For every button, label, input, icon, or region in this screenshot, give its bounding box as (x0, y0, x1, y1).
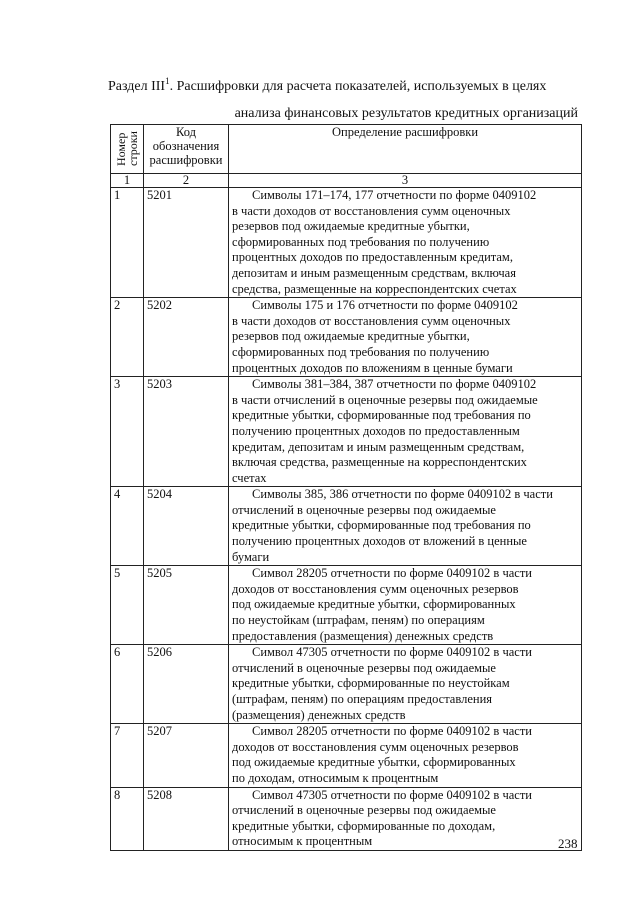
definition-line: бумаги (232, 549, 270, 564)
table-row (111, 724, 582, 787)
heading-line-2: анализа финансовых результатов кредитных организаций (234, 106, 578, 121)
definition-line: доходов от восстановления сумм оценочных резервов (232, 581, 519, 596)
definition-lead-line (232, 487, 578, 503)
definition-line: получению процентных доходов по предоставленным (232, 423, 520, 438)
definition-line: (штрафам, пеням) по операциям предоставления (232, 692, 493, 706)
table-row (111, 566, 582, 645)
definition-line: получению процентных доходов от вложений в ценные (232, 534, 527, 549)
definition-cell (229, 188, 582, 298)
table-row (111, 188, 582, 298)
definition-line: кредитные убытки, сформированные по доходам, (232, 818, 496, 833)
definition-line: в части доходов от восстановления сумм оценочных (232, 203, 511, 218)
table-row (111, 645, 582, 724)
definition-line: отчислений в оценочные резервы под ожидаемые (232, 660, 496, 675)
header-row-number-label: Номер строки (114, 131, 140, 167)
row-number-cell: 2 (111, 298, 144, 377)
definition-line: резервов под ожидаемые кредитные убытки, (232, 329, 470, 344)
definition-line: по неустойкам (штрафам, пеням) по операциям (232, 613, 485, 628)
code-cell: 5201 (144, 188, 229, 298)
code-cell: 5202 (144, 298, 229, 377)
definition-line: отчислений в оценочные резервы под ожидаемые (232, 502, 496, 517)
definition-line: доходов от восстановления сумм оценочных резервов (232, 739, 519, 754)
column-index-2: 2 (144, 174, 229, 188)
row-number-cell: 7 (111, 724, 144, 787)
definition-lead-line (232, 788, 578, 804)
header-code: Код обозначения расшифровки (144, 125, 229, 174)
row-number-cell: 5 (111, 566, 144, 645)
code-cell: 5207 (144, 724, 229, 787)
definition-line: по доходам, относимым к процентным (232, 770, 439, 785)
table-row (111, 487, 582, 566)
definition-line: предоставления (размещения) денежных средств (232, 628, 494, 643)
definition-cell (229, 377, 582, 487)
definition-line: сформированных под требования по получению (232, 344, 490, 359)
code-cell: 5204 (144, 487, 229, 566)
definition-lead-text: Символы 381–384, 387 отчетности по форме 0409102 (252, 377, 537, 392)
column-index-3: 3 (229, 174, 582, 188)
definition-line: депозитам и иным размещенным средствам, включая (232, 265, 516, 280)
definition-lead-line (232, 377, 578, 393)
definition-cell (229, 487, 582, 566)
row-number-cell: 6 (111, 645, 144, 724)
definition-line: отчислений в оценочные резервы под ожидаемые (232, 803, 496, 818)
definition-cell (229, 566, 582, 645)
table-row (111, 298, 582, 377)
row-number-cell: 4 (111, 487, 144, 566)
definition-line: кредитные убытки, сформированные по неустойкам (232, 676, 510, 691)
definition-lead-text: Символ 28205 отчетности по форме 0409102 в части (252, 566, 532, 581)
heading-line-1-text: . Расшифровки для расчета показателей, используемых в целях (169, 79, 547, 94)
definition-line: процентных доходов по предоставленным кредитам, (232, 250, 513, 265)
heading-line-1 (108, 76, 578, 97)
definition-lead-text: Символы 175 и 176 отчетности по форме 0409102 (252, 298, 518, 313)
section-heading (108, 76, 578, 124)
definition-line: относимым к процентным (232, 834, 373, 849)
definition-line: (размещения) денежных средств (232, 707, 406, 722)
code-cell: 5205 (144, 566, 229, 645)
definition-lead-text: Символы 171–174, 177 отчетности по форме 0409102 (252, 188, 537, 202)
definition-lead-text: Символ 28205 отчетности по форме 0409102 в части (252, 724, 532, 739)
definition-line: процентных доходов по вложениям в ценные бумаги (232, 360, 513, 375)
code-cell: 5206 (144, 645, 229, 724)
header-definition: Определение расшифровки (229, 125, 582, 174)
definition-line: кредитные убытки, сформированные под требования по (232, 408, 531, 423)
definition-lead-text: Символ 47305 отчетности по форме 0409102 в части (252, 787, 532, 802)
definition-cell (229, 724, 582, 787)
definition-line: под ожидаемые кредитные убытки, сформированных (232, 755, 516, 770)
definition-lead-text: Символы 385, 386 отчетности по форме 0409102 в части (252, 487, 553, 502)
table-row (111, 787, 582, 850)
table-row (111, 377, 582, 487)
code-cell: 5203 (144, 377, 229, 487)
definition-line: счетах (232, 470, 267, 485)
definition-line: резервов под ожидаемые кредитные убытки, (232, 219, 470, 234)
definition-line: включая средства, размещенные на корреспондентских (232, 455, 527, 470)
definition-cell (229, 787, 582, 850)
row-number-cell: 1 (111, 188, 144, 298)
definition-line: средства, размещенные на корреспондентских счетах (232, 281, 517, 296)
row-number-cell: 8 (111, 787, 144, 850)
definition-lead-text: Символ 47305 отчетности по форме 0409102 в части (252, 645, 532, 660)
table-body (111, 188, 582, 851)
definition-cell (229, 298, 582, 377)
section-footnote-mark: 1 (165, 76, 170, 86)
definition-line: кредитам, депозитам и иным размещенным средствам, (232, 439, 525, 454)
column-index-1: 1 (111, 174, 144, 188)
column-index-row (111, 174, 582, 188)
definition-lead-line (232, 566, 578, 582)
definition-line: в части доходов от восстановления сумм оценочных (232, 313, 511, 328)
header-row-number (111, 125, 144, 174)
definition-line: под ожидаемые кредитные убытки, сформированных (232, 597, 516, 612)
decryption-table (110, 124, 582, 851)
definition-line: в части отчислений в оценочные резервы под ожидаемые (232, 392, 538, 407)
code-cell: 5208 (144, 787, 229, 850)
definition-lead-line (232, 298, 578, 314)
definition-lead-line (232, 724, 578, 740)
page-number: 238 (558, 836, 578, 851)
section-prefix: Раздел III (108, 79, 166, 94)
definition-line: кредитные убытки, сформированные под требования по (232, 518, 531, 533)
definition-lead-line (232, 645, 578, 661)
row-number-cell: 3 (111, 377, 144, 487)
definition-cell (229, 645, 582, 724)
definition-lead-line (232, 188, 578, 204)
table-header-row (111, 125, 582, 174)
definition-line: сформированных под требования по получению (232, 234, 490, 249)
